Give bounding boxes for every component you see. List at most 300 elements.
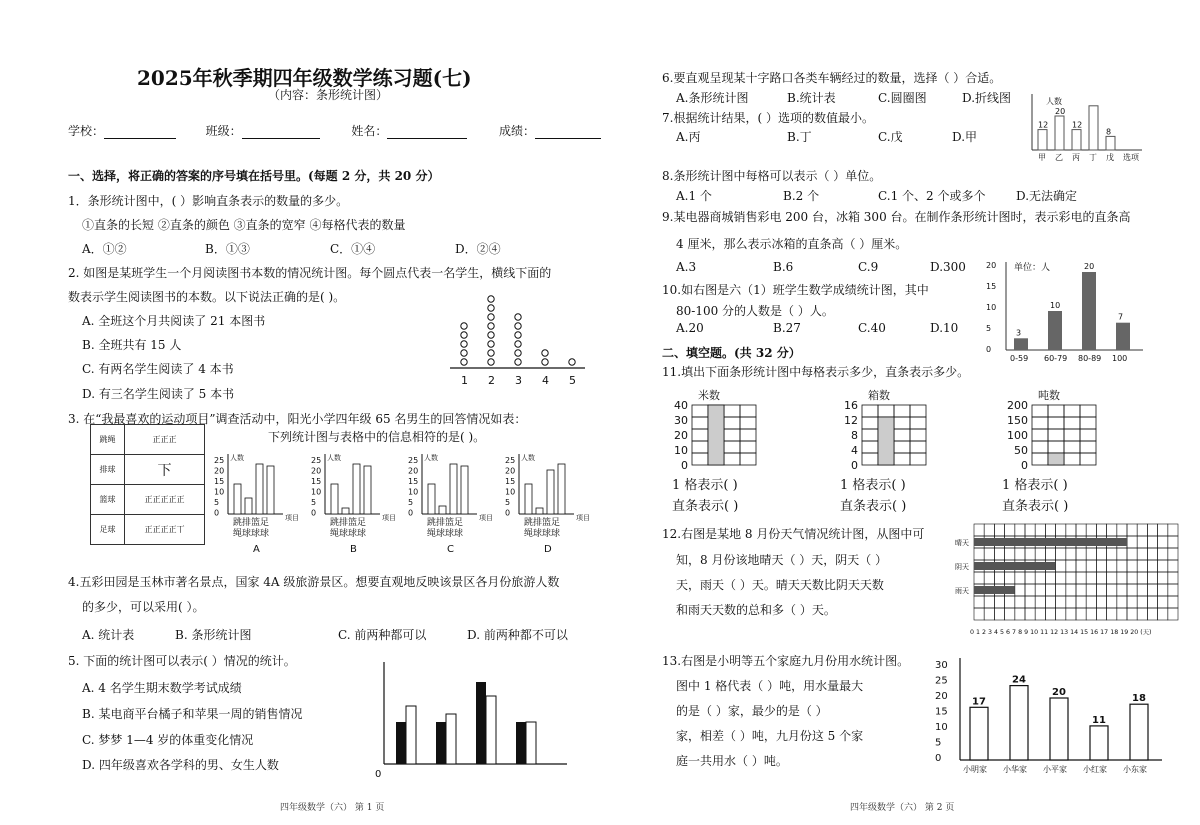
q3-chart-unit: 人数 [327,454,341,462]
q13-ytick: 20 [935,691,948,702]
q2-dot [461,332,467,338]
q12-grid-cell [1107,524,1117,536]
q3-chart-bar [245,498,252,514]
q11-grid-cell [1032,453,1048,465]
q3-chart-bar [234,484,241,514]
q2-dot [515,359,521,365]
q12-grid-cell [1127,596,1137,608]
q2-dot [461,359,467,365]
q2-axis-4: 4 [542,374,549,387]
q8-choice-c[interactable]: C.1 个、2 个或多个 [878,189,986,203]
q13-bar-label: 17 [972,696,986,708]
q12-grid-cell [1025,596,1035,608]
q12-grid-cell [974,596,984,608]
q2-axis-3: 3 [515,374,522,387]
q5-choice-d[interactable]: D. 四年级喜欢各学科的男、女生人数 [82,758,279,772]
q2-dot [515,341,521,347]
q12-grid-cell [1086,560,1096,572]
q12-grid-cell [1127,524,1137,536]
q2-choice-b[interactable]: B. 全班共有 15 人 [82,338,182,352]
q12-grid-cell [1117,560,1127,572]
q13-bar-chart [930,654,1170,778]
q3-chart-ytick: 0 [214,508,220,518]
q3-chart-ytick: 15 [214,477,225,486]
q2-dot [488,359,494,365]
q2-dot [488,296,494,302]
q12-grid-cell [1005,572,1015,584]
q12-grid-cell [1066,584,1076,596]
q12-grid-cell [1015,584,1025,596]
q3-chart-bar [439,506,446,514]
q12-grid-cell [1045,596,1055,608]
name-blank[interactable] [387,127,467,139]
q11-bar-value-2[interactable]: 直条表示( ) [840,499,907,514]
q12-grid-cell [1158,548,1168,560]
q10-bar-label: 10 [1050,301,1061,310]
class-blank[interactable] [242,127,320,139]
q11-ytick: 100 [1007,429,1028,442]
q12-grid-cell [1096,608,1106,620]
q13-bar-label: 20 [1052,687,1066,698]
q3-chart-ytick: 20 [505,466,516,476]
q12-grid-cell [1076,524,1086,536]
q2-axis-5: 5 [569,374,576,387]
q12-grid-cell [1168,524,1178,536]
q13-bar [1010,686,1028,760]
q12-bar [974,538,1127,546]
q12-grid-cell [1035,608,1045,620]
q12-grid-cell [1066,524,1076,536]
q11-grid-cell [692,429,708,441]
q11-grid-cell [692,441,708,453]
q9-stem-line1: 9.某电器商城销售彩电 200 台，冰箱 300 台。在制作条形统计图时，表示彩电的直条高 [662,210,1131,224]
q11-ytick: 50 [1014,444,1028,457]
q12-grid-cell [1025,548,1035,560]
q12-grid-cell [1127,608,1137,620]
q12-grid-cell [1158,536,1168,548]
q3-chart-bar [428,484,435,514]
q12-grid-cell [1015,548,1025,560]
q11-grid-cell [1064,405,1080,417]
q5-bar-white [446,714,456,764]
q12-grid-cell [1056,584,1066,596]
q3-chart-cats-1: 跳排篮足 [233,518,270,528]
q12-line4: 和雨天天数的总和多（ ）天。 [676,603,836,617]
q4-choice-c[interactable]: C. 前两种都可以 [338,628,427,642]
q9-choice-a[interactable]: A.3 [676,260,697,274]
q7-choice-c[interactable]: C.戊 [878,130,903,144]
q9-stem-line2: 4 厘米，那么表示冰箱的直条高（ ）厘米。 [676,237,908,251]
q12-grid-cell [1168,584,1178,596]
q11-grid-cell [894,453,910,465]
q11-ytick: 0 [681,459,688,472]
q3-chart-bar [536,508,543,514]
q5-bar-white [406,706,416,764]
q11-grid-cell [1048,405,1064,417]
q11-ytick: 12 [844,414,858,427]
q11-grid-cell [894,405,910,417]
q12-grid-cell [1096,572,1106,584]
q12-bar [974,562,1056,570]
q4-choice-a[interactable]: A. 统计表 [82,628,135,642]
q2-dot [461,341,467,347]
q12-grid-cell [1086,596,1096,608]
q11-grid-cell [1032,441,1048,453]
q1-choice-b[interactable]: B．①③ [205,242,250,256]
q12-grid-cell [1127,560,1137,572]
q8-choice-b[interactable]: B.2 个 [783,189,820,203]
q3-option-charts [208,448,603,560]
q5-bar-white [526,722,536,764]
q10-ytick: 0 [986,345,992,354]
q11-grid-cell [1064,453,1080,465]
q3-chart-ytick: 0 [311,508,317,518]
q12-grid-cell [1096,548,1106,560]
q10-stem-line2: 80-100 分的人数是（ ）人。 [676,304,834,318]
q3-chart-ytick: 10 [408,487,419,497]
q3-chart-option-label: C [447,544,454,555]
q11-per-cell-3[interactable]: 1 格表示( ) [1002,478,1068,493]
q11-ytick: 40 [674,399,688,412]
q11-grid-cell [1080,429,1096,441]
q7-bar-chart [1022,92,1152,164]
q12-grid-cell [984,548,994,560]
q2-dot [515,314,521,320]
q3-chart-bar [256,464,263,514]
q4-choice-b[interactable]: B. 条形统计图 [175,628,252,642]
page-right [600,0,1200,825]
q10-bar [1048,311,1062,350]
q12-grid-cell [1137,536,1147,548]
q1-choice-d[interactable]: D．②④ [455,242,501,256]
q13-bar-label: 11 [1092,714,1106,726]
q1-options: ①直条的长短 ②直条的颜色 ③直条的宽窄 ④每格代表的数量 [82,218,406,232]
q12-grid-cell [1168,560,1178,572]
q12-grid-cell [1096,560,1106,572]
q12-grid-cell [1005,608,1015,620]
q12-grid-cell [1147,536,1157,548]
q2-dot [515,323,521,329]
q3-chart-ytick: 5 [505,498,511,507]
q3-chart-bar [331,484,338,514]
q11-ytick: 30 [674,414,688,427]
q3-chart-ytick: 25 [408,456,419,465]
q6-choice-a[interactable]: A.条形统计图 [676,91,749,105]
q2-stem-line2: 数表示学生阅读图书的本数。以下说法正确的是( )。 [68,290,346,304]
q2-axis-1: 1 [461,374,468,387]
q11-grid-cell [724,429,740,441]
q11-grid-cell [740,429,756,441]
q12-grid-cell [1086,548,1096,560]
q11-unit-label: 吨数 [1038,389,1060,402]
q12-grid-cell [1025,524,1035,536]
q10-choice-c[interactable]: C.40 [858,321,886,335]
q3-chart-bar [353,464,360,514]
q2-dot-plot [445,292,595,392]
q11-grid-cell [724,417,740,429]
q11-grid-charts [662,385,1192,475]
q7-category-label: 乙 [1055,153,1063,162]
q12-grid-cell [1117,596,1127,608]
q13-line5: 庭一共用水（ ）吨。 [676,754,788,768]
q5-bar-black [396,722,406,764]
q3-chart-unit: 人数 [424,454,438,462]
q12-grid-cell [1086,608,1096,620]
q12-row-label: 晴天 [955,539,969,547]
q13-ytick: 30 [935,660,948,671]
q13-category-label: 小平家 [1043,765,1067,774]
q11-stem: 11.填出下面条形统计图中每格表示多少，直条表示多少。 [662,365,970,379]
q12-bar [974,586,1015,594]
q11-grid-cell [1080,417,1096,429]
q5-bar-white [486,696,496,764]
q12-grid-cell [1066,608,1076,620]
section-1-heading: 一、选择，将正确的答案的序号填在括号里。(每题 2 分，共 20 分） [68,169,440,183]
q12-grid-cell [1127,584,1137,596]
q5-bar-black [436,722,446,764]
q7-category-label: 丁 [1089,153,1097,162]
q12-grid-cell [1117,524,1127,536]
q7-choice-a[interactable]: A.丙 [676,130,701,144]
q12-grid-cell [1137,608,1147,620]
q12-grid-cell [1168,572,1178,584]
q3-chart-unit: 人数 [230,454,244,462]
q12-grid-cell [1045,584,1055,596]
q3-chart-ytick: 5 [311,498,317,507]
q10-ytick: 10 [986,303,997,312]
q12-grid-cell [1076,608,1086,620]
q12-grid-cell [1015,596,1025,608]
q11-grid-cell [862,405,878,417]
q12-grid-cell [1137,548,1147,560]
q12-grid-cell [1066,596,1076,608]
q11-unit-label: 米数 [698,389,720,402]
q12-grid-cell [994,572,1004,584]
q12-grid-cell [1158,572,1168,584]
q11-grid-cell [1080,453,1096,465]
q10-choice-d[interactable]: D.10 [930,321,959,335]
q5-choice-b[interactable]: B. 某电商平台橘子和苹果一周的销售情况 [82,707,303,721]
q11-per-cell-2[interactable]: 1 格表示( ) [840,478,906,493]
q12-grid-cell [1158,608,1168,620]
q3-chart-cats-2: 绳球球球 [330,529,367,539]
q11-ytick: 10 [674,444,688,457]
q12-grid-cell [1137,596,1147,608]
q12-grid-cell [984,572,994,584]
school-blank[interactable] [104,127,176,139]
q3-chart-bar [267,466,274,514]
q7-choice-d[interactable]: D.甲 [952,130,978,144]
q12-grid-cell [1096,524,1106,536]
q11-ytick: 20 [674,429,688,442]
q11-grid-cell [740,405,756,417]
q13-bar [1090,726,1108,760]
q3-chart-bar [558,464,565,514]
q5-choice-c[interactable]: C. 梦梦 1—4 岁的体重变化情况 [82,733,254,747]
q1-choice-c[interactable]: C．①④ [330,242,376,256]
q12-grid-cell [1096,584,1106,596]
q3-chart-ytick: 15 [408,477,419,486]
q12-grid-cell [1035,596,1045,608]
q2-choice-d[interactable]: D. 有三名学生阅读了 5 本书 [82,387,235,401]
q11-grid-cell [1032,417,1048,429]
q10-choice-b[interactable]: B.27 [773,321,801,335]
q13-bar [970,707,988,760]
q2-choice-a[interactable]: A. 全班这个月共阅读了 21 本图书 [82,314,266,328]
q9-choice-c[interactable]: C.9 [858,260,879,274]
q11-bar-value-3[interactable]: 直条表示( ) [1002,499,1069,514]
page-footer-left: 四年级数学（六） 第 1 页 [280,803,385,813]
q12-grid-cell [1107,596,1117,608]
q2-stem-line1: 2. 如图是某班学生一个月阅读图书本数的情况统计图。每个圆点代表一名学生，横线下面的 [68,266,552,280]
q3-chart-xname: 项目 [479,514,493,522]
info-row [68,122,601,139]
q6-choice-d[interactable]: D.折线图 [962,91,1012,105]
q10-bar [1116,323,1130,350]
q8-choice-d[interactable]: D.无法确定 [1016,189,1078,203]
q11-ytick: 8 [851,429,858,442]
q3-chart-bar [547,470,554,514]
q3-table-key: 跳绳 [91,425,125,455]
q11-grid-cell [1048,441,1064,453]
q1-choice-a[interactable]: A．①② [82,242,127,256]
q11-grid-cell [740,417,756,429]
q13-ytick: 15 [935,706,948,718]
q11-grid-cell [724,453,740,465]
q12-weather-grid [954,522,1194,642]
q11-grid-cell [910,417,926,429]
q12-grid-cell [1168,548,1178,560]
q3-chart-bar [525,484,532,514]
class-label: 班级： [205,124,242,138]
q3-chart-xname: 项目 [285,514,299,522]
q3-table-key: 足球 [91,515,125,545]
q7-bar [1072,130,1081,150]
q12-grid-cell [1045,548,1055,560]
q13-line4: 家，相差（ ）吨，九月份这 5 个家 [676,729,864,743]
q13-ytick: 25 [935,675,948,687]
q2-dot [488,323,494,329]
q12-line2: 知，8 月份该地晴天（ ）天，阴天（ ） [676,553,888,567]
q6-choice-c[interactable]: C.圆圈图 [878,91,927,105]
q11-ytick: 150 [1007,414,1028,427]
q12-grid-cell [1035,524,1045,536]
q12-grid-cell [1147,596,1157,608]
q11-grid-cell [862,429,878,441]
q12-grid-cell [974,572,984,584]
q3-chart-option-label: D [544,544,552,555]
q12-grid-cell [1137,524,1147,536]
q3-chart-ytick: 20 [408,466,419,476]
q11-bar [878,417,894,465]
table-row [91,515,205,545]
q6-stem: 6.要直观呈现某十字路口各类车辆经过的数量，选择（ ）合适。 [662,71,1002,85]
q10-bar-label: 20 [1084,262,1095,271]
q12-row-label: 雨天 [955,587,969,595]
q13-line1: 13.右图是小明等五个家庭九月份用水统计图。 [662,654,910,668]
q11-grid-cell [1064,429,1080,441]
section-2-heading: 二、填空题。(共 32 分） [662,346,801,360]
q3-chart-cats-1: 跳排篮足 [427,518,464,528]
q12-grid-cell [1147,548,1157,560]
q11-bar-value-1[interactable]: 直条表示( ) [672,499,739,514]
q5-double-bar-chart [372,660,572,780]
q11-bar [708,405,724,465]
q8-stem: 8.条形统计图中每格可以表示（ ）单位。 [662,169,882,183]
q11-grid-cell [692,417,708,429]
q12-grid-cell [1056,560,1066,572]
table-row [91,485,205,515]
q2-dot [542,350,548,356]
q7-category-label: 丙 [1072,153,1080,162]
q5-origin-label: 0 [375,769,382,780]
page-title: 2025年秋季期四年级数学练习题(七) [137,66,472,90]
table-row [91,455,205,485]
q11-per-cell-1[interactable]: 1 格表示( ) [672,478,738,493]
q3-chart-ytick: 0 [408,508,414,518]
q11-unit-label: 箱数 [868,389,890,402]
q10-category-label: 80-89 [1078,354,1102,363]
q12-grid-cell [1158,596,1168,608]
score-blank[interactable] [535,127,601,139]
q7-category-label: 戊 [1106,153,1114,162]
q5-choice-a[interactable]: A. 4 名学生期末数学考试成绩 [82,681,242,695]
q4-choice-d[interactable]: D. 前两种都不可以 [467,628,568,642]
q10-category-label: 100 [1112,354,1128,363]
q6-choice-b[interactable]: B.统计表 [787,91,836,105]
school-label: 学校： [68,124,105,138]
q10-bar-label: 7 [1118,312,1124,322]
q7-bar [1055,116,1064,150]
q12-grid-cell [1005,596,1015,608]
q12-grid-cell [984,608,994,620]
q11-bar [1048,453,1064,465]
q2-dot [488,332,494,338]
q12-grid-cell [1066,548,1076,560]
q7-category-label: 甲 [1038,153,1046,162]
q8-choice-a[interactable]: A.1 个 [676,189,712,203]
q12-grid-cell [1015,524,1025,536]
q13-ytick: 0 [935,753,942,764]
q7-bar [1106,136,1115,150]
q12-grid-cell [974,608,984,620]
q12-grid-cell [1015,572,1025,584]
q7-choice-b[interactable]: B.丁 [787,130,812,144]
q11-grid-cell [1048,417,1064,429]
q12-grid-cell [1137,584,1147,596]
q9-choice-d[interactable]: D.300 [930,260,966,274]
q7-bar-label: 12 [1072,120,1083,130]
q1-stem: 1．条形统计图中，( ）影响直条表示的数量的多少。 [68,194,349,208]
q3-table-tally: 正正正正正 [125,485,205,515]
q13-bar [1050,698,1068,760]
q2-choice-c[interactable]: C. 有两名学生阅读了 4 本书 [82,362,234,376]
q12-grid-cell [1168,596,1178,608]
q12-grid-cell [994,524,1004,536]
q11-ytick: 200 [1007,399,1028,412]
q2-dot [515,350,521,356]
q12-grid-cell [1076,596,1086,608]
q10-bar [1082,272,1096,350]
q9-choice-b[interactable]: B.6 [773,260,794,274]
q10-choice-a[interactable]: A.20 [676,321,704,335]
q12-grid-cell [1076,584,1086,596]
q12-grid-cell [1035,548,1045,560]
q12-grid-cell [1005,524,1015,536]
q3-table-tally: 正正正 [125,425,205,455]
q3-chart-xname: 项目 [382,514,396,522]
q12-grid-cell [1107,572,1117,584]
